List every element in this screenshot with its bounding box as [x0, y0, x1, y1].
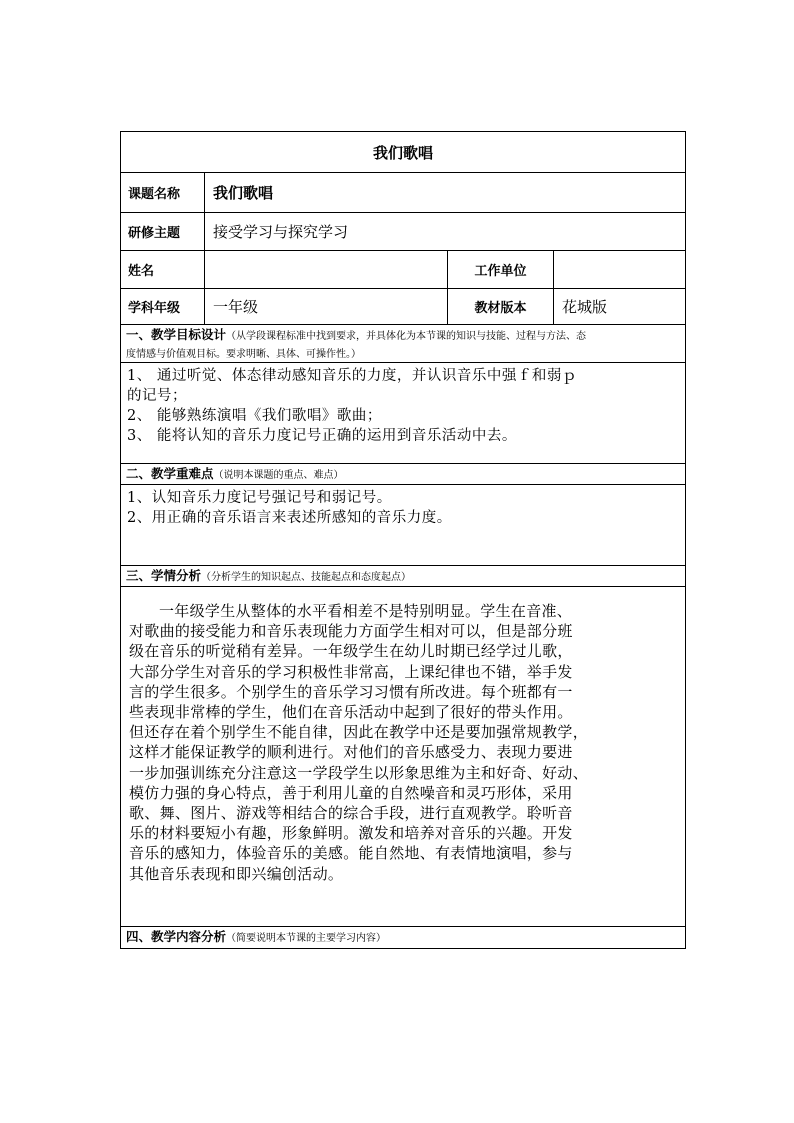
key-points-heading — [121, 464, 685, 484]
analysis-line: 言的学生很多。个别学生的音乐学习习惯有所改进。每个班都有一 — [129, 682, 573, 701]
key-points-body[interactable] — [121, 485, 685, 565]
goals-heading — [121, 325, 685, 362]
analysis-heading-row — [121, 566, 685, 587]
analysis-line: 大部分学生对音乐的学习积极性非常高，上课纪律也不错，举手发 — [129, 662, 573, 681]
course-name-label: 课题名称 — [121, 173, 205, 212]
analysis-heading-note: （分析学生的知识起点、技能起点和态度起点） — [201, 572, 412, 583]
theme-label: 研修主题 — [121, 213, 205, 250]
analysis-line: 音乐的感知力，体验音乐的美感。能自然地、有表情地演唱，参与 — [129, 844, 573, 863]
analysis-line: 级在音乐的听觉稍有差异。一年级学生在幼儿时期已经学过儿歌， — [129, 642, 573, 661]
goals-heading-note: （从学段课程标准中找到要求，并具体化为本节课的知识与技能、过程与方法、态 — [226, 331, 587, 342]
course-name-row — [121, 173, 685, 213]
theme-row — [121, 213, 685, 251]
subject-row — [121, 289, 685, 325]
key-points-heading-title: 二、教学重难点 — [126, 466, 214, 481]
document-title: 我们歌唱 — [372, 143, 433, 162]
title-row — [121, 132, 685, 173]
grade-value[interactable]: 一年级 — [205, 289, 448, 324]
goals-heading-note-2: 度情感与价值观目标。要求明晰、具体、可操作性。） — [126, 349, 361, 360]
analysis-line: 但还存在着个别学生不能自律，因此在教学中还是要加强常规教学， — [129, 723, 589, 742]
theme-value[interactable]: 接受学习与探究学习 — [213, 223, 349, 241]
analysis-line: 一步加强训练充分注意这一学段学生以形象思维为主和好奇、好动、 — [129, 763, 589, 782]
goals-line: 3、 能将认知的音乐力度记号正确的运用到音乐活动中去。 — [127, 428, 517, 444]
name-value[interactable] — [205, 251, 448, 288]
analysis-line: 其他音乐表现和即兴编创活动。 — [129, 864, 344, 883]
analysis-line: 对歌曲的接受能力和音乐表现能力方面学生相对可以，但是部分班 — [129, 622, 573, 641]
analysis-body[interactable] — [121, 587, 685, 926]
key-points-line: 2、用正确的音乐语言来表述所感知的音乐力度。 — [127, 510, 452, 526]
analysis-body-row — [121, 587, 685, 927]
analysis-line: 这样才能保证教学的顺利进行。对他们的音乐感受力、表现力要进 — [129, 743, 573, 762]
edition-value[interactable]: 花城版 — [562, 298, 608, 316]
content-heading-row — [121, 927, 685, 948]
content-heading-title: 四、教学内容分析 — [126, 929, 227, 944]
workplace-value[interactable] — [554, 251, 685, 288]
grade-label: 学科年级 — [121, 289, 205, 324]
goals-body-row — [121, 363, 685, 464]
goals-line: 的记号； — [127, 388, 187, 404]
analysis-line: 一年级学生从整体的水平看相差不是特别明显。学生在音准、 — [159, 602, 573, 620]
analysis-line: 乐的材料要短小有趣，形象鲜明。激发和培养对音乐的兴趣。开发 — [129, 824, 573, 843]
edition-label: 教材版本 — [448, 289, 554, 324]
key-points-heading-note: （说明本课题的重点、难点） — [213, 470, 344, 481]
name-label: 姓名 — [121, 251, 205, 288]
analysis-line: 模仿力强的身心特点，善于利用儿童的自然噪音和灵巧形体，采用 — [129, 783, 573, 802]
analysis-heading-title: 三、学情分析 — [126, 568, 202, 583]
goals-body[interactable] — [121, 363, 685, 463]
goals-heading-title: 一、教学目标设计 — [126, 327, 227, 342]
key-points-body-row — [121, 485, 685, 566]
course-name-value[interactable]: 我们歌唱 — [213, 184, 274, 202]
goals-line: 2、 能够熟练演唱《我们歌唱》歌曲； — [127, 408, 382, 424]
goals-heading-row — [121, 325, 685, 363]
analysis-line: 些表现非常棒的学生，他们在音乐活动中起到了很好的带头作用。 — [129, 703, 573, 722]
analysis-line: 歌、舞、图片、游戏等相结合的综合手段，进行直观教学。聆听音 — [129, 804, 573, 823]
workplace-label: 工作单位 — [448, 251, 554, 288]
analysis-heading — [121, 566, 685, 586]
content-heading — [121, 927, 685, 948]
key-points-line: 1、认知音乐力度记号强记号和弱记号。 — [127, 490, 392, 506]
key-points-heading-row — [121, 464, 685, 485]
lesson-plan-table — [120, 131, 686, 949]
content-heading-note: （简要说明本节课的主要学习内容） — [226, 933, 387, 944]
person-row — [121, 251, 685, 289]
goals-line: 1、 通过听觉、体态律动感知音乐的力度，并认识音乐中强ｆ和弱ｐ — [127, 368, 577, 384]
